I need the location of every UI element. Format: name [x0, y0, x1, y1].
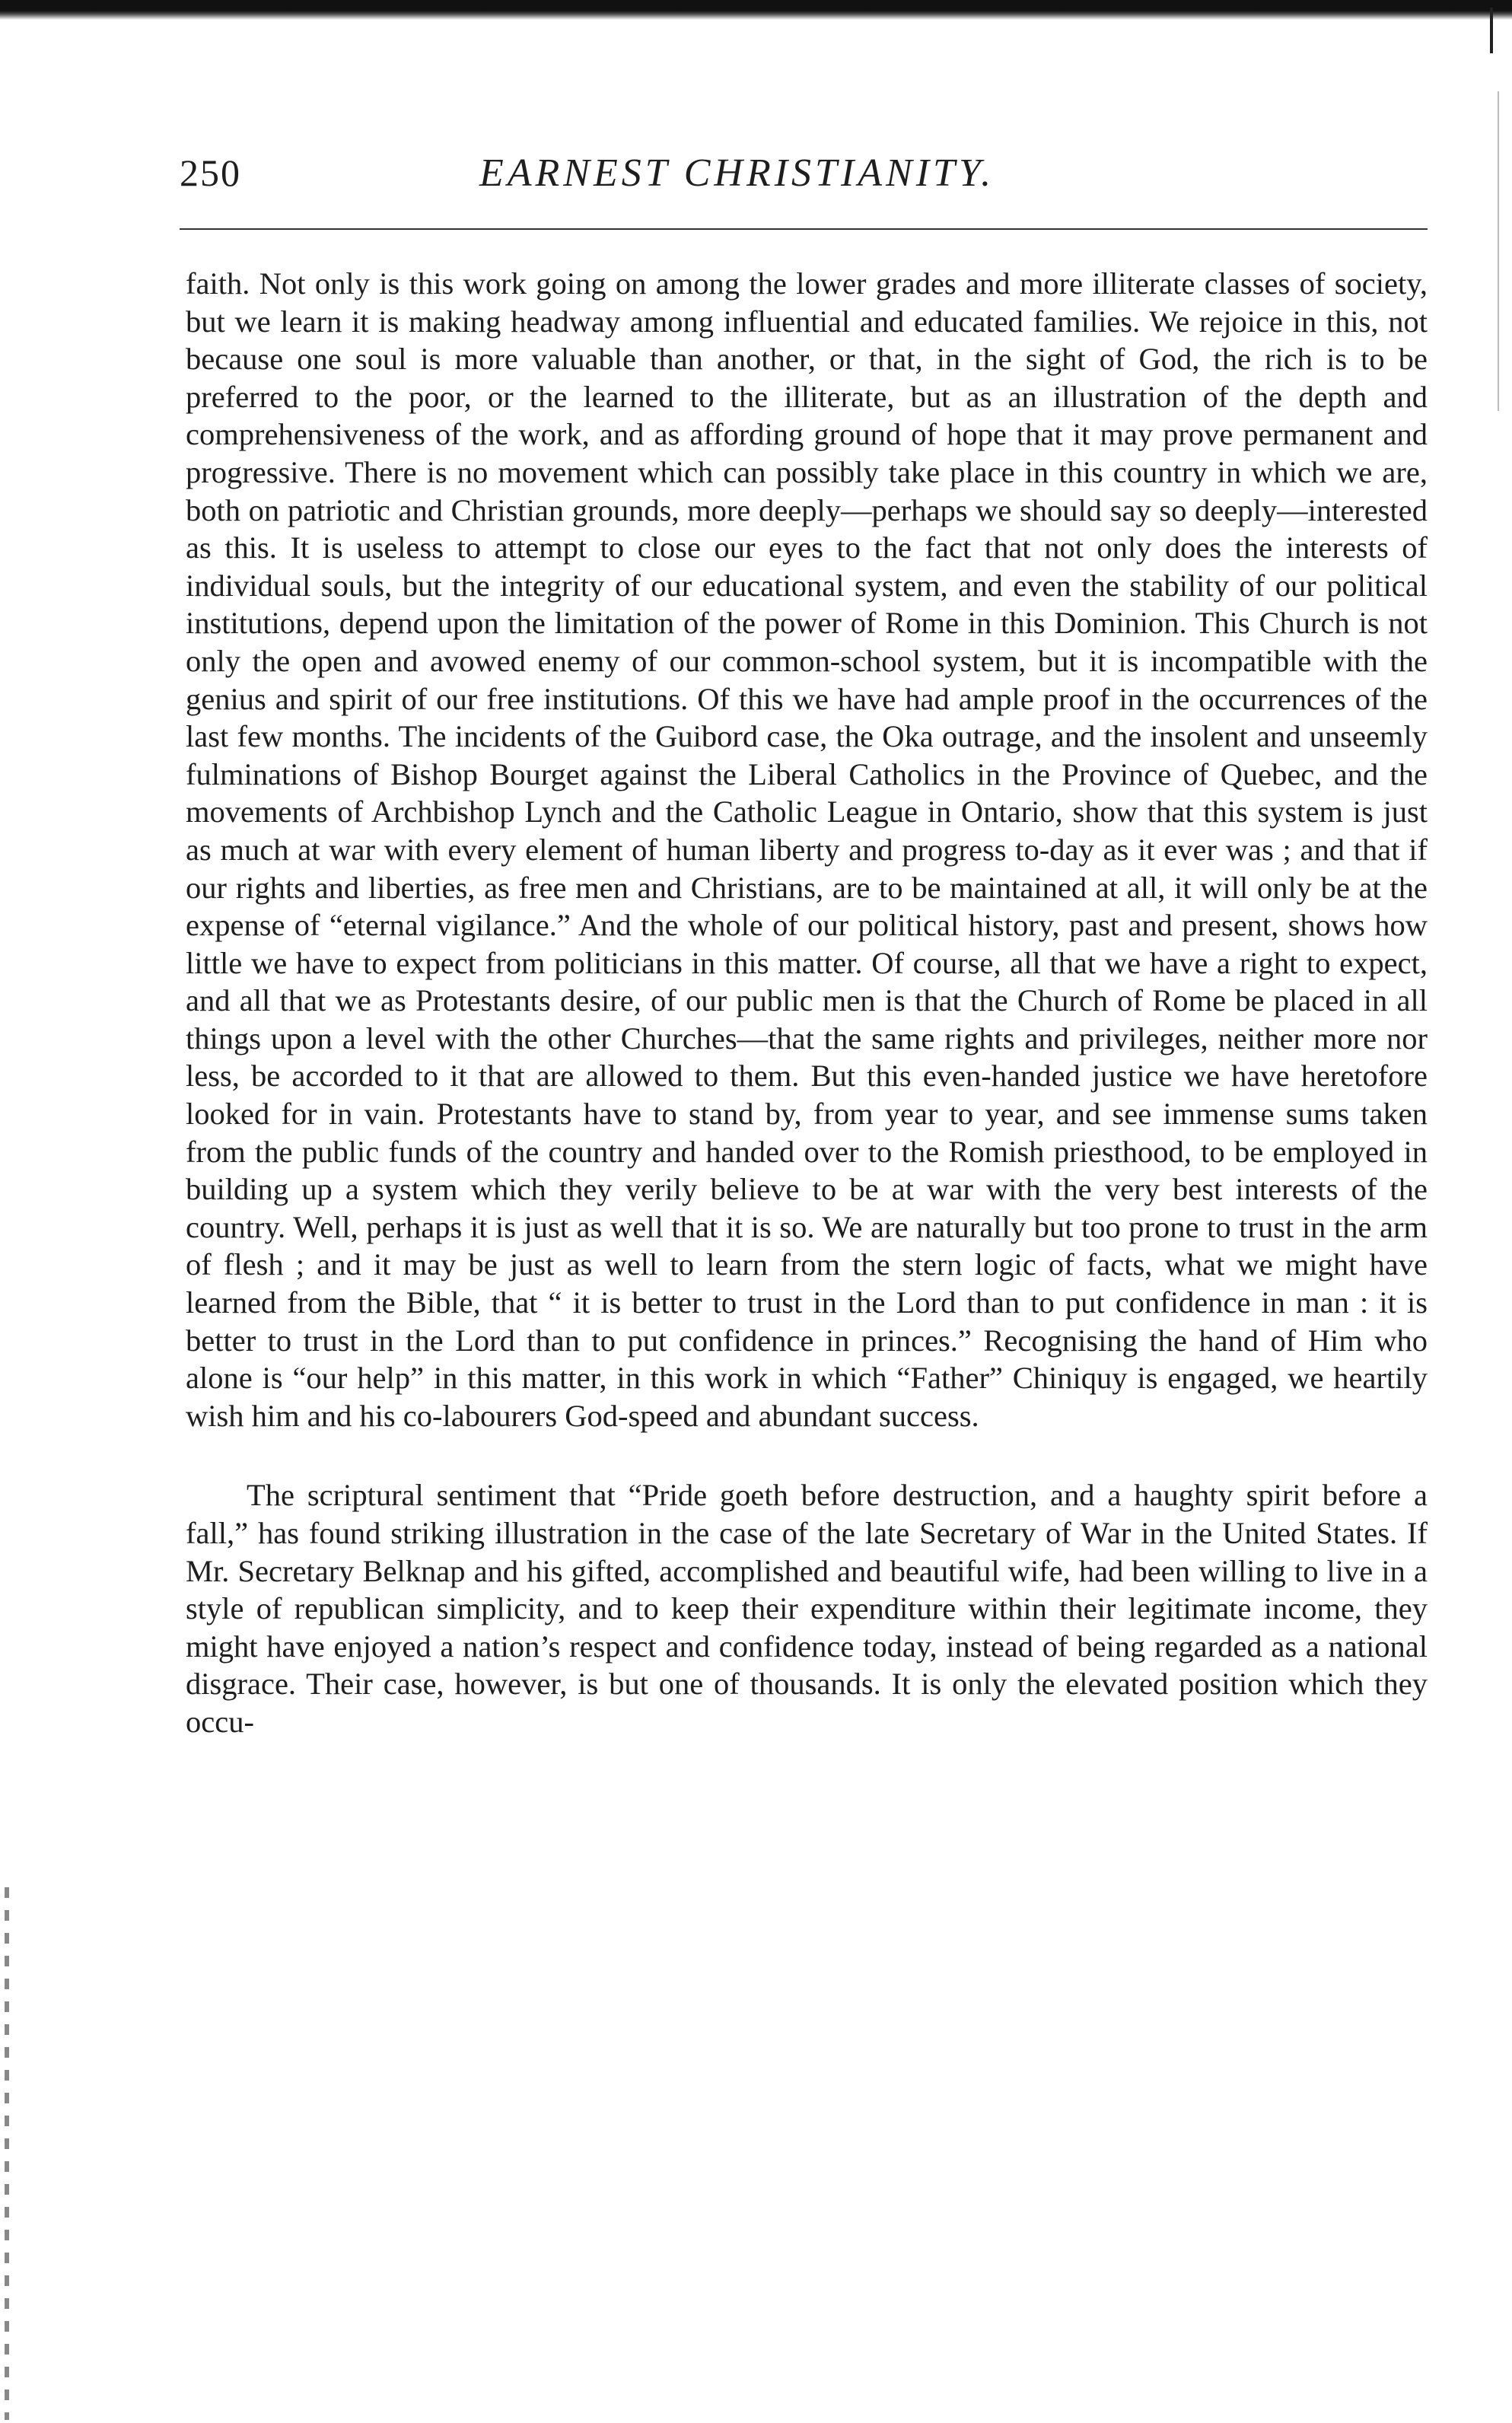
- left-margin-binding-marks: [5, 1887, 9, 2420]
- running-title: EARNEST CHRISTIANITY.: [479, 151, 995, 195]
- paragraph-1: faith. Not only is this work going on among the lower grades and more illiterate classes of society, but we learn it is making headway among influential and educated families. We rejoice in this, not because one soul is more valuable than another, or that, in the sight of God, the rich is to be preferred to the poor, or the learned to the illiterate, but as an illustration of the depth and comprehensiveness of the work, and as affording ground of hope that it may prove permanent and progressive. There is no movement which can possibly take place in this country in which we are, both on patriotic and Christian grounds, more deeply—perhaps we should say so deeply—interested as this. It is useless to attempt to close our eyes to the fact that not only does the interests of individual souls, but the integrity of our educational system, and even the stability of our political institutions, depend upon the limitation of the power of Rome in this Dominion. This Church is not only the open and avowed enemy of our common-school system, but it is incompatible with the genius and spirit of our free institutions. Of this we have had ample proof in the occurrences of the last few months. The incidents of the Guibord case, the Oka outrage, and the insolent and unseemly fulminations of Bishop Bourget against the Liberal Catholics in the Province of Quebec, and the movements of Archbishop Lynch and the Catholic League in Ontario, show that this system is just as much at war with every element of human liberty and progress to-day as it ever was ; and that if our rights and liberties, as free men and Christians, are to be maintained at all, it will only be at the expense of “eternal vigilance.” And the whole of our political history, past and present, shows how little we have to expect from politicians in this matter. Of course, all that we have a right to expect, and all that we as Protestants desire, of our public men is that the Church of Rome be placed in all things upon a level with the other Churches—that the same rights and privileges, neither more nor less, be accorded to it that are allowed to them. But this even-handed justice we have heretofore looked for in vain. Protestants have to stand by, from year to year, and see immense sums taken from the public funds of the country and handed over to the Romish priesthood, to be employed in building up a system which they verily believe to be at war with the very best interests of the country. Well, perhaps it is just as well that it is so. We are naturally but too prone to trust in the arm of flesh ; and it may be just as well to learn from the stern logic of facts, what we might have learned from the Bible, that “ it is better to trust in the Lord than to put confidence in man : it is better to trust in the Lord than to put confidence in princes.” Recognising the hand of Him who alone is “our help” in this matter, in this work in which “Father” Chiniquy is engaged, we heartily wish him and his co-labourers God-speed and abundant success.: [186, 266, 1428, 1433]
- right-margin-mark: [1498, 91, 1499, 411]
- header-rule: [180, 228, 1428, 230]
- page-number: 250: [180, 151, 241, 194]
- top-border-rule: [0, 0, 1512, 20]
- paragraph-2: The scriptural sentiment that “Pride goeth before destruction, and a haughty spirit before a fall,” has found striking illustration in the case of the late Secretary of War in the United States. If Mr. Secretary Belknap and his gifted, accomplished and beautiful wife, had been willing to live in a style of republican simplicity, and to keep their expenditure within their legitimate income, they might have enjoyed a nation’s respect and confidence today, instead of being regarded as a national disgrace. Their case, however, is but one of thousands. It is only the elevated position which they occu-: [186, 1478, 1428, 1739]
- top-border-rule-tail: [1490, 8, 1493, 53]
- page-header: [180, 151, 1428, 212]
- body-text: [186, 265, 1428, 1741]
